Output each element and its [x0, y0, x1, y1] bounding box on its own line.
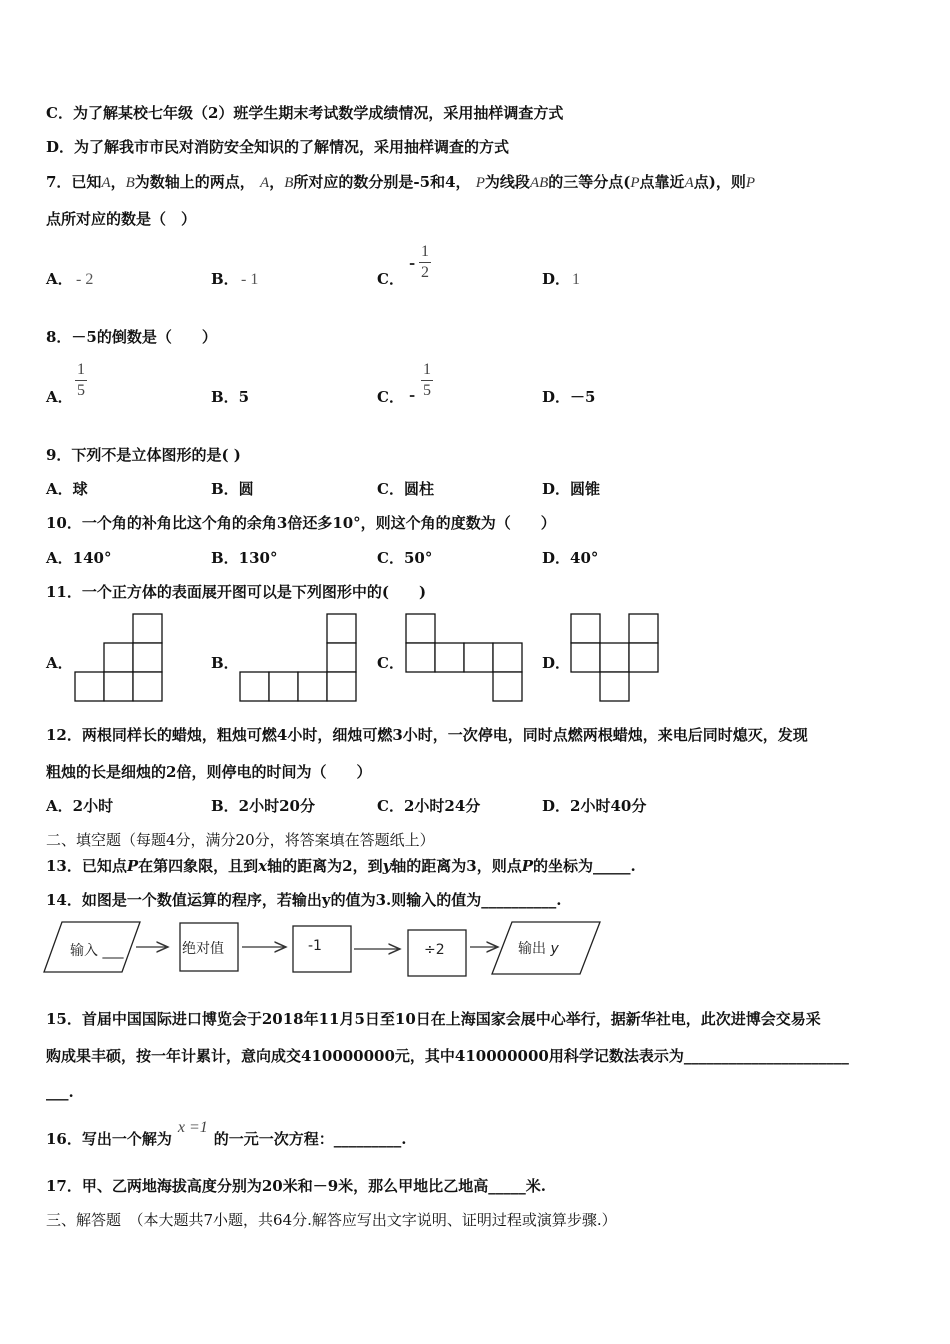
q8-option-d: D．－5 [542, 388, 596, 406]
q8-stem: 8．－5的倒数是（ ） [46, 328, 217, 346]
q12-option-a: A．2小时 [46, 797, 114, 815]
q10-option-b: B．130° [211, 549, 278, 567]
q17-stem: 17．甲、乙两地海拔高度分别为20米和－9米，那么甲地比乙地高_____米. [46, 1177, 546, 1195]
q9-stem: 9．下列不是立体图形的是( ) [46, 446, 241, 464]
q7-option-b-value: - 1 [241, 271, 259, 288]
q8-option-b: B．5 [211, 388, 250, 406]
q10-option-c: C．50° [377, 549, 433, 567]
q13-stem: 13．已知点P在第四象限，且到x轴的距离为2，到y轴的距离为3，则点P的坐标为_____. [46, 857, 636, 875]
q7-option-c-label: C． [377, 270, 404, 288]
q12-option-b: B．2小时20分 [211, 797, 315, 815]
q15-stem-line1: 15．首届中国国际进口博览会于2018年11月5日至10日在上海国家会展中心举行，据新华社电，此次进博会交易采 [46, 1010, 821, 1028]
q7-option-c-fraction: $\frac{1}{2}$ [421, 243, 429, 281]
q11-option-b-label: B． [211, 654, 239, 672]
q9-option-a: A．球 [46, 480, 88, 498]
q12-stem-line2: 粗烛的长是细烛的2倍，则停电的时间为（ ） [46, 763, 372, 781]
q8-option-c-sign: - [409, 386, 416, 404]
q7-option-c-sign: - [409, 254, 416, 272]
q10-option-d: D．40° [542, 549, 599, 567]
q11-net-b [239, 612, 360, 704]
q8-option-c-fraction: $\frac{1}{5}$ [423, 361, 431, 399]
q7-option-d-value: 1 [572, 271, 580, 288]
q14-stem: 14．如图是一个数值运算的程序，若输出y的值为3.则输入的值为__________. [46, 891, 562, 909]
q6-option-c: C．为了解某校七年级（2）班学生期末考试数学成绩情况，采用抽样调查方式 [46, 104, 564, 122]
q6-option-d: D．为了解我市市民对消防安全知识的了解情况，采用抽样调查的方式 [46, 138, 510, 156]
q11-option-a-label: A． [46, 654, 73, 672]
q11-net-c [405, 612, 526, 704]
q15-stem-line3: ___. [46, 1083, 74, 1101]
q7-stem-line2: 点所对应的数是（ ） [46, 210, 197, 228]
q7-option-a-label: A． [46, 270, 73, 288]
q9-option-b: B．圆 [211, 480, 254, 498]
q11-stem: 11．一个正方体的表面展开图可以是下列图形中的( ) [46, 583, 427, 601]
q9-option-c: C．圆柱 [377, 480, 434, 498]
section-2-heading: 二、填空题（每题4分，满分20分，将答案填在答题纸上） [46, 831, 435, 849]
q11-option-c-label: C． [377, 654, 404, 672]
q7-stem-line1: 7．已知A，B为数轴上的两点， A，B所对应的数分别是-5和4， P为线段AB的三等分点(P点靠近A点)，则P [46, 173, 756, 191]
flow-minus-label: -1 [308, 938, 322, 954]
q12-option-d: D．2小时40分 [542, 797, 647, 815]
q11-net-a [74, 612, 166, 704]
q16-stem: 16．写出一个解为x =1的一元一次方程：_________. [46, 1119, 407, 1148]
flow-abs-label: 绝对值 [182, 941, 224, 957]
q16-equation: x =1 [177, 1119, 208, 1136]
flow-input-label: 输入 ___ [70, 943, 124, 959]
q11-net-d [570, 612, 662, 704]
q9-option-d: D．圆锥 [542, 480, 601, 498]
section-3-heading: 三、解答题 （本大题共7小题，共64分.解答应写出文字说明、证明过程或演算步骤.） [46, 1211, 617, 1229]
q8-option-a-label: A． [46, 388, 73, 406]
q7-option-d-label: D． [542, 270, 571, 288]
q8-option-c-label: C． [377, 388, 404, 406]
q7-option-a-value: - 2 [76, 271, 94, 288]
flow-div-label: ÷2 [424, 942, 445, 958]
q8-option-a-fraction: $\frac{1}{5}$ [77, 361, 85, 399]
q11-option-d-label: D． [542, 654, 571, 672]
flow-output-label: 输出 y [518, 941, 559, 957]
q10-option-a: A．140° [46, 549, 112, 567]
flow-minus-box [293, 926, 351, 972]
q12-option-c: C．2小时24分 [377, 797, 481, 815]
q15-stem-line2: 购成果丰硕，按一年计累计，意向成交410000000元，其中410000000用科学记数法表示为______________________ [46, 1047, 849, 1065]
q10-stem: 10．一个角的补角比这个角的余角3倍还多10°，则这个角的度数为（ ） [46, 514, 556, 532]
q7-option-b-label: B． [211, 270, 239, 288]
q12-stem-line1: 12．两根同样长的蜡烛，粗烛可燃4小时，细烛可燃3小时，一次停电，同时点燃两根蜡烛，来电后同时熄灭，发现 [46, 726, 808, 744]
